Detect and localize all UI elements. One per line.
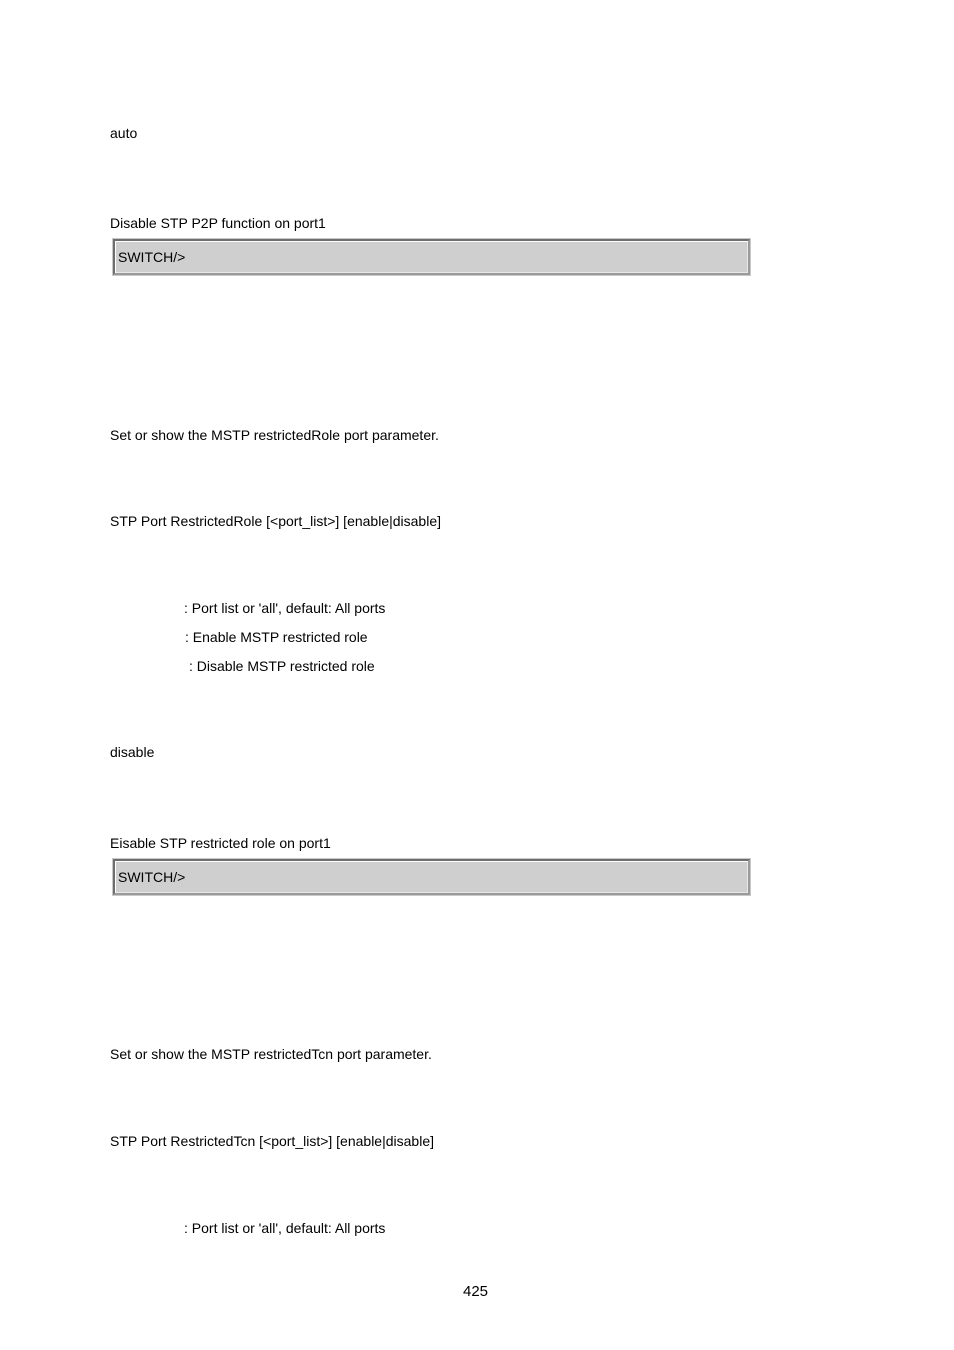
command-syntax: STP Port RestrictedTcn [<port_list>] [enable|disable]: [110, 1133, 434, 1149]
parameter-enable: : Enable MSTP restricted role: [185, 629, 368, 645]
command-prompt: SWITCH/>: [118, 249, 186, 265]
default-value: disable: [110, 744, 155, 760]
parameter-disable: : Disable MSTP restricted role: [189, 658, 375, 674]
command-prompt: SWITCH/>: [118, 869, 186, 885]
command-example-box: [113, 859, 750, 895]
example-description: Disable STP P2P function on port1: [110, 215, 326, 231]
example-description: Eisable STP restricted role on port1: [110, 835, 331, 851]
parameter-port-list: : Port list or 'all', default: All ports: [184, 1220, 386, 1236]
command-syntax: STP Port RestrictedRole [<port_list>] [enable|disable]: [110, 513, 441, 529]
command-example-box: [113, 239, 750, 275]
default-value: auto: [110, 125, 138, 141]
command-description: Set or show the MSTP restrictedRole port parameter.: [110, 427, 439, 443]
command-description: Set or show the MSTP restrictedTcn port parameter.: [110, 1046, 432, 1062]
parameter-port-list: : Port list or 'all', default: All ports: [184, 600, 386, 616]
page-number: 425: [463, 1283, 489, 1300]
